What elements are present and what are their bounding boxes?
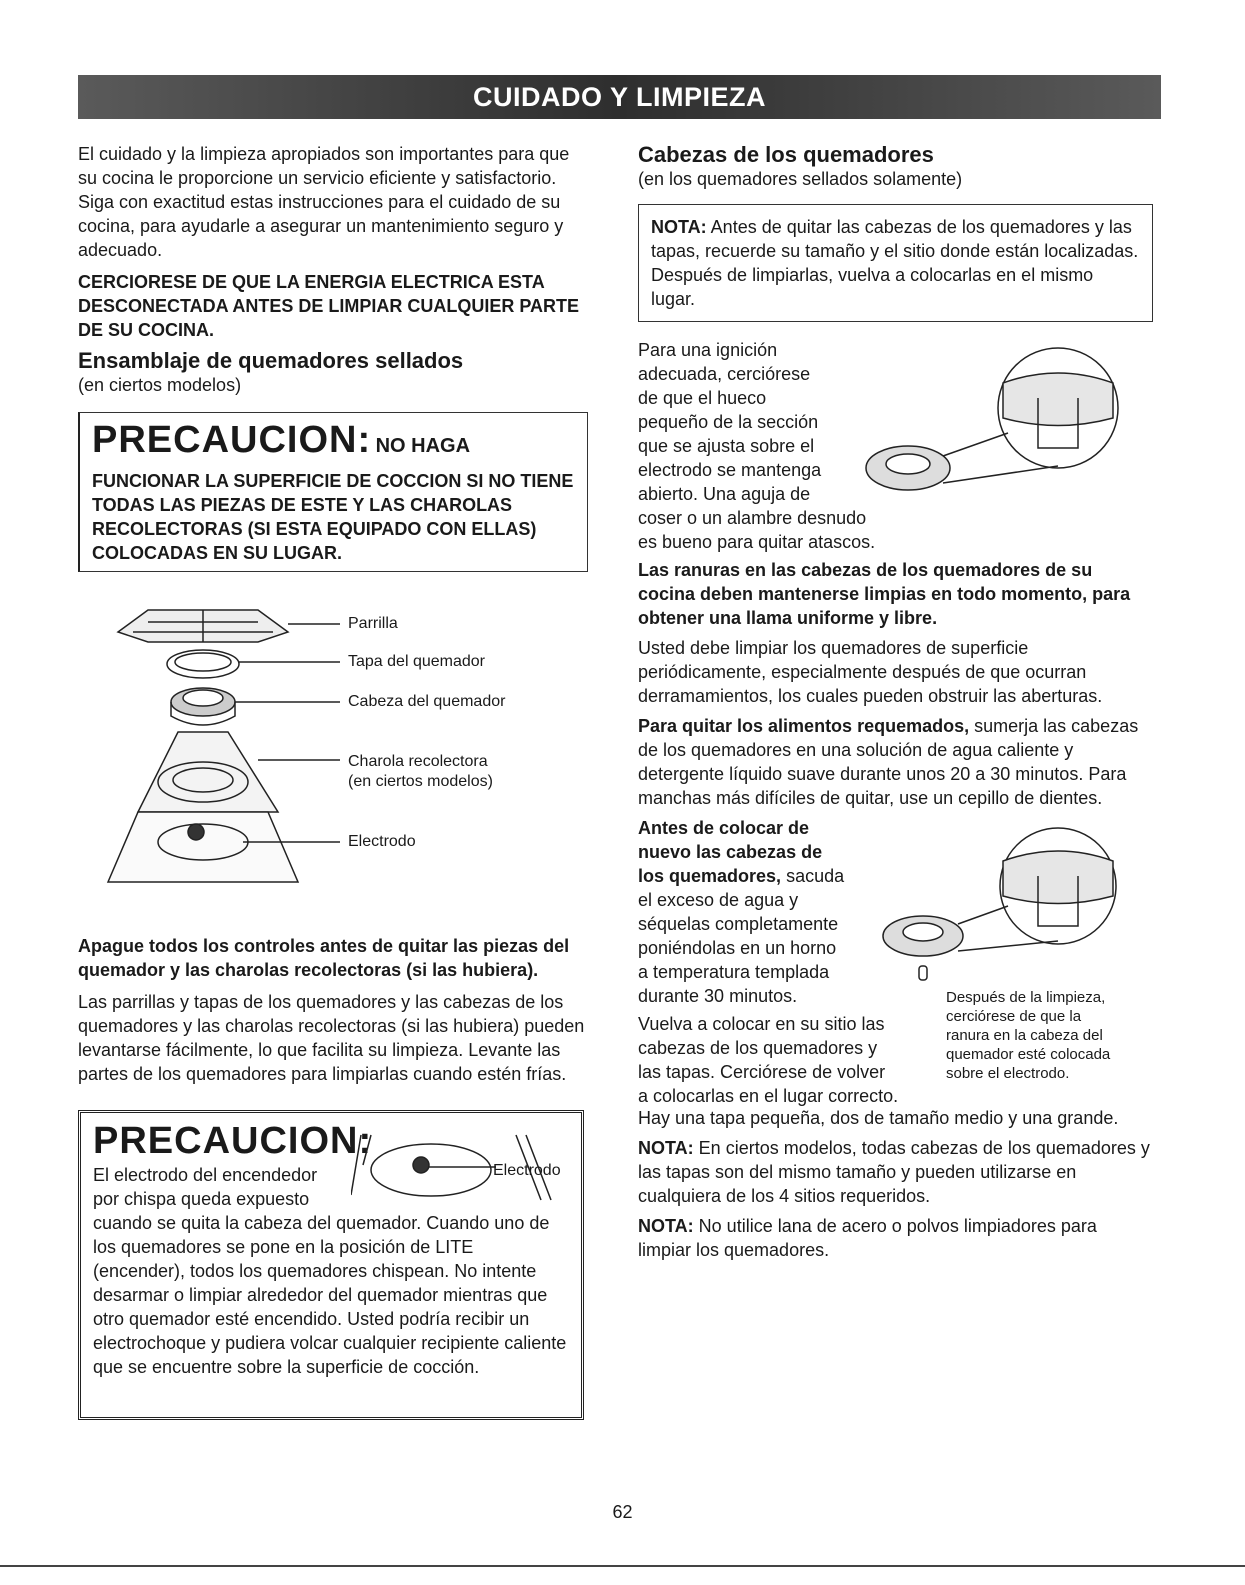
ignicion-line: abierto. Una aguja de (638, 484, 811, 504)
antes-line: sacuda (786, 866, 845, 886)
label-cabeza: Cabeza del quemador (348, 693, 506, 710)
section-banner (78, 75, 1161, 119)
label-charola-note: (en ciertos modelos) (348, 773, 493, 790)
power-warning: CERCIORESE DE QUE LA ENERGIA ELECTRICA ESTA DESCONECTADA ANTES DE LIMPIAR CUALQUIER PARTE DE SU COCINA. (78, 272, 580, 340)
antes-bold-line: Antes de colocar de (638, 818, 810, 838)
caution2-electrode-label: Electrodo (493, 1162, 561, 1179)
caution-box-1 (78, 412, 588, 572)
label-electrodo: Electrodo (348, 833, 416, 850)
antes-bold-line: nuevo las cabezas de (638, 842, 823, 862)
caution2-title: PRECAUCION: (93, 1120, 373, 1162)
section-heading-ensamblaje: Ensamblaje de quemadores sellados (78, 348, 464, 373)
ignicion-text (638, 338, 875, 554)
label-charola: Charola recolectora (348, 753, 488, 770)
parrillas-paragraph: Las parrillas y tapas de los quemadores y las cabezas de los quemadores y las charolas recolectoras (si las hubiera) pueden levantarse fácilmente, lo que facilita su limpieza. Levante las partes de los quemadores para limpiarlas cuando estén frías. (78, 992, 585, 1084)
caution-box-2 (78, 1110, 584, 1420)
caution2-text-b: por chispa queda expuesto (93, 1189, 310, 1209)
right-column (638, 142, 1153, 1262)
antes-line: poniéndolas en un horno (638, 938, 837, 958)
nota2-text: En ciertos modelos, todas cabezas de los quemadores y las tapas son del mismo tamaño y pueden utilizarse en cualquiera de los 4 sitios requeridos. (638, 1138, 1150, 1206)
ignicion-line: que se ajusta sobre el (638, 436, 815, 456)
nota3-label: NOTA: (638, 1216, 694, 1236)
caution-lead: NO HAGA (375, 435, 471, 457)
intro-paragraph: El cuidado y la limpieza apropiados son importantes para que su cocina le proporcione un servicio eficiente y satisfactorio. Siga con exactitud estas instrucciones para el cuidado de su cocina, para ayudarle a asegurar un mantenimiento seguro y adecuado. (78, 144, 570, 260)
antes-line: séquelas completamente (638, 914, 839, 934)
apague-warning: Apague todos los controles antes de quitar las piezas del quemador y las charolas recolectoras (si las hubiera). (78, 936, 570, 980)
caution-title: PRECAUCION: (92, 419, 372, 461)
burner-head-slot-illustration (858, 338, 1148, 503)
caption-line: Después de la limpieza, (946, 989, 1106, 1006)
nota-text: Antes de quitar las cabezas de los quemadores y las tapas, recuerde su tamaño y el sitio donde están localizadas. Después de limpiarlas, vuelva a colocarlas en el mismo lugar. (651, 217, 1139, 309)
banner-title: CUIDADO Y LIMPIEZA (472, 81, 767, 112)
section-heading-cabezas: Cabezas de los quemadores (638, 142, 934, 167)
ignicion-line: adecuada, cerciórese (638, 364, 811, 384)
caution-text: FUNCIONAR LA SUPERFICIE DE COCCION SI NO TIENE TODAS LAS PIEZAS DE ESTE Y LAS CHAROLAS RECOLECTORAS (SI ESTA EQUIPADO CON ELLAS) COLOCADAS EN SU LUGAR. (92, 471, 574, 563)
ranuras-warning: Las ranuras en las cabezas de los quemadores de su cocina deben mantenerse limpias en todo momento, para obtener una llama uniforme y libre. (638, 560, 1131, 628)
antes-section (638, 816, 1153, 1106)
quitar-text: sumerja las cabezas de los quemadores en una solución de agua caliente y detergente líquido suave durante unos 20 a 30 minutos. Para manchas más difíciles de quitar, use un cepillo de dientes. (638, 716, 1139, 808)
ignicion-line: pequeño de la sección (638, 412, 819, 432)
page-number: 62 (612, 1502, 633, 1522)
nota-box (638, 204, 1153, 322)
ignicion-line: es bueno para quitar atascos. (638, 532, 876, 552)
vuelva-line: a colocarlas en el lugar correcto. (638, 1086, 899, 1106)
burner-exploded-illustration (78, 592, 588, 912)
vuelva-line: Vuelva a colocar en su sitio las (638, 1014, 885, 1034)
vuelva-line: las tapas. Cerciórese de volver (638, 1062, 886, 1082)
antes-bold-line: los quemadores, (638, 866, 782, 886)
antes-line: durante 30 minutos. (638, 986, 798, 1006)
tapa-sizes: Hay una tapa pequeña, dos de tamaño medio y una grande. (638, 1108, 1119, 1128)
bottom-divider (0, 1565, 1245, 1567)
burner-assembly-diagram (78, 592, 588, 912)
reassembly-caption (946, 988, 1110, 1083)
cabezas-subheading: (en los quemadores sellados solamente) (638, 169, 963, 189)
caution2-text-c: cuando se quita la cabeza del quemador. Cuando uno de los quemadores se pone en la posición de LITE (encender), todos los quemadores chispean. No intente desarmar o limpiar alrededor del quemador mientras que otro quemador esté encendido. Usted podría recibir un electrochoque y pudiera volcar cualquier recipiente caliente que se encuentre sobre la superficie de cocción. (93, 1213, 567, 1377)
ignicion-line: electrodo se mantenga (638, 460, 822, 480)
caption-line: cerciórese de que la (946, 1008, 1082, 1025)
ignicion-line: Para una ignición (638, 340, 778, 360)
nota-label: NOTA: (651, 217, 707, 237)
ignicion-line: coser o un alambre desnudo (638, 508, 867, 528)
label-tapa: Tapa del quemador (348, 653, 485, 670)
reassembly-illustration (878, 816, 1148, 996)
section-subheading: (en ciertos modelos) (78, 375, 242, 395)
usted-paragraph: Usted debe limpiar los quemadores de superficie periódicamente, especialmente después de que ocurran derramamientos, los cuales pueden obstruir las aberturas. (638, 638, 1103, 706)
quitar-bold: Para quitar los alimentos requemados, (638, 716, 970, 736)
caption-line: ranura en la cabeza del (946, 1027, 1103, 1044)
nota2-label: NOTA: (638, 1138, 694, 1158)
ignicion-section (638, 338, 1153, 552)
vuelva-text (638, 1012, 938, 1108)
antes-text (638, 816, 888, 1008)
antes-line: a temperatura templada (638, 962, 830, 982)
ignicion-line: de que el hueco (638, 388, 767, 408)
caption-line: sobre el electrodo. (946, 1065, 1070, 1082)
caption-line: quemador esté colocada (946, 1046, 1111, 1063)
left-column (78, 142, 588, 1086)
vuelva-line: cabezas de los quemadores y (638, 1038, 878, 1058)
antes-line: el exceso de agua y (638, 890, 799, 910)
label-parrilla: Parrilla (348, 615, 398, 632)
caution2-text-a: El electrodo del encendedor (93, 1165, 318, 1185)
nota3-text: No utilice lana de acero o polvos limpiadores para limpiar los quemadores. (638, 1216, 1097, 1260)
